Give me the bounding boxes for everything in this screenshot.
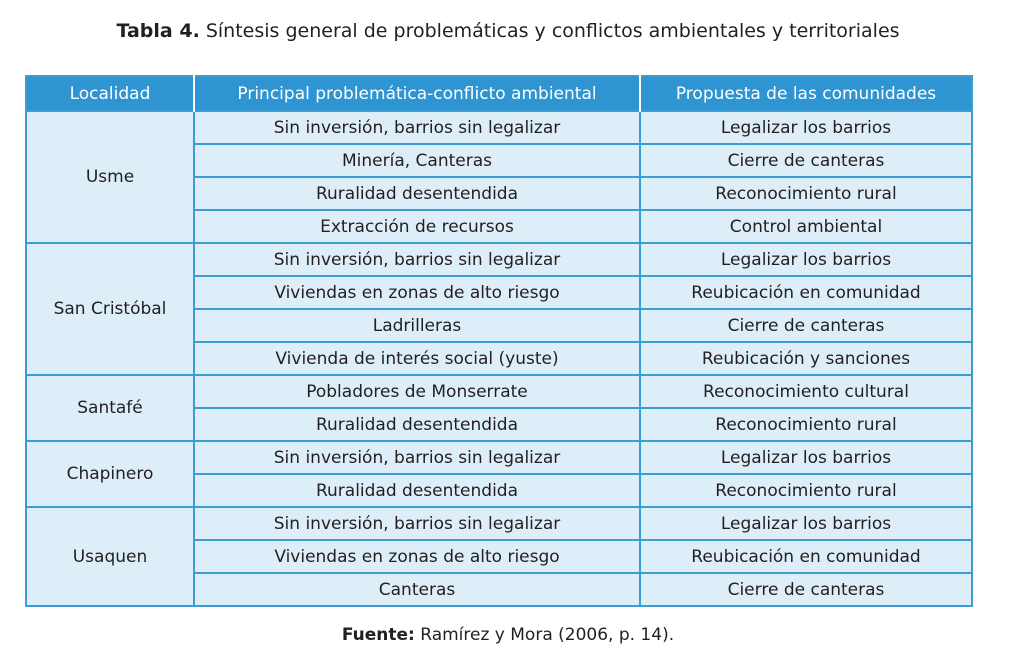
- cell-propuesta: Reconocimiento cultural: [640, 375, 972, 408]
- cell-problematica: Vivienda de interés social (yuste): [194, 342, 640, 375]
- cell-problematica: Sin inversión, barrios sin legalizar: [194, 507, 640, 540]
- cell-propuesta: Reconocimiento rural: [640, 177, 972, 210]
- cell-propuesta: Reubicación y sanciones: [640, 342, 972, 375]
- table-caption: [0, 20, 1016, 42]
- cell-localidad: Usaquen: [26, 507, 194, 606]
- header-propuesta: Propuesta de las comunidades: [640, 76, 972, 111]
- source-note: [0, 625, 1016, 645]
- cell-problematica: Ladrilleras: [194, 309, 640, 342]
- cell-localidad: San Cristóbal: [26, 243, 194, 375]
- cell-propuesta: Cierre de canteras: [640, 309, 972, 342]
- cell-propuesta: Legalizar los barrios: [640, 507, 972, 540]
- cell-propuesta: Reubicación en comunidad: [640, 540, 972, 573]
- cell-problematica: Pobladores de Monserrate: [194, 375, 640, 408]
- source-text: Ramírez y Mora (2006, p. 14).: [420, 625, 675, 645]
- cell-problematica: Viviendas en zonas de alto riesgo: [194, 276, 640, 309]
- header-row: [26, 76, 972, 111]
- summary-table: [25, 75, 973, 607]
- cell-localidad: Chapinero: [26, 441, 194, 507]
- cell-propuesta: Reubicación en comunidad: [640, 276, 972, 309]
- cell-propuesta: Reconocimiento rural: [640, 474, 972, 507]
- table-row: [26, 243, 972, 276]
- cell-problematica: Sin inversión, barrios sin legalizar: [194, 441, 640, 474]
- table-row: [26, 441, 972, 474]
- cell-problematica: Ruralidad desentendida: [194, 408, 640, 441]
- table-row: [26, 375, 972, 408]
- cell-propuesta: Reconocimiento rural: [640, 408, 972, 441]
- cell-problematica: Extracción de recursos: [194, 210, 640, 243]
- cell-problematica: Sin inversión, barrios sin legalizar: [194, 111, 640, 144]
- table-row: [26, 507, 972, 540]
- cell-problematica: Ruralidad desentendida: [194, 177, 640, 210]
- header-localidad: Localidad: [26, 76, 194, 111]
- cell-problematica: Minería, Canteras: [194, 144, 640, 177]
- cell-propuesta: Cierre de canteras: [640, 573, 972, 606]
- caption-text: Síntesis general de problemáticas y conflictos ambientales y territoriales: [205, 20, 900, 42]
- cell-problematica: Ruralidad desentendida: [194, 474, 640, 507]
- cell-problematica: Sin inversión, barrios sin legalizar: [194, 243, 640, 276]
- caption-label: Tabla 4.: [116, 20, 200, 42]
- table-body: [26, 111, 972, 606]
- cell-propuesta: Cierre de canteras: [640, 144, 972, 177]
- cell-propuesta: Legalizar los barrios: [640, 111, 972, 144]
- table-row: [26, 111, 972, 144]
- cell-localidad: Usme: [26, 111, 194, 243]
- cell-localidad: Santafé: [26, 375, 194, 441]
- cell-problematica: Canteras: [194, 573, 640, 606]
- cell-problematica: Viviendas en zonas de alto riesgo: [194, 540, 640, 573]
- cell-propuesta: Legalizar los barrios: [640, 243, 972, 276]
- cell-propuesta: Control ambiental: [640, 210, 972, 243]
- header-problematica: Principal problemática-conflicto ambiental: [194, 76, 640, 111]
- source-label: Fuente:: [341, 625, 415, 645]
- cell-propuesta: Legalizar los barrios: [640, 441, 972, 474]
